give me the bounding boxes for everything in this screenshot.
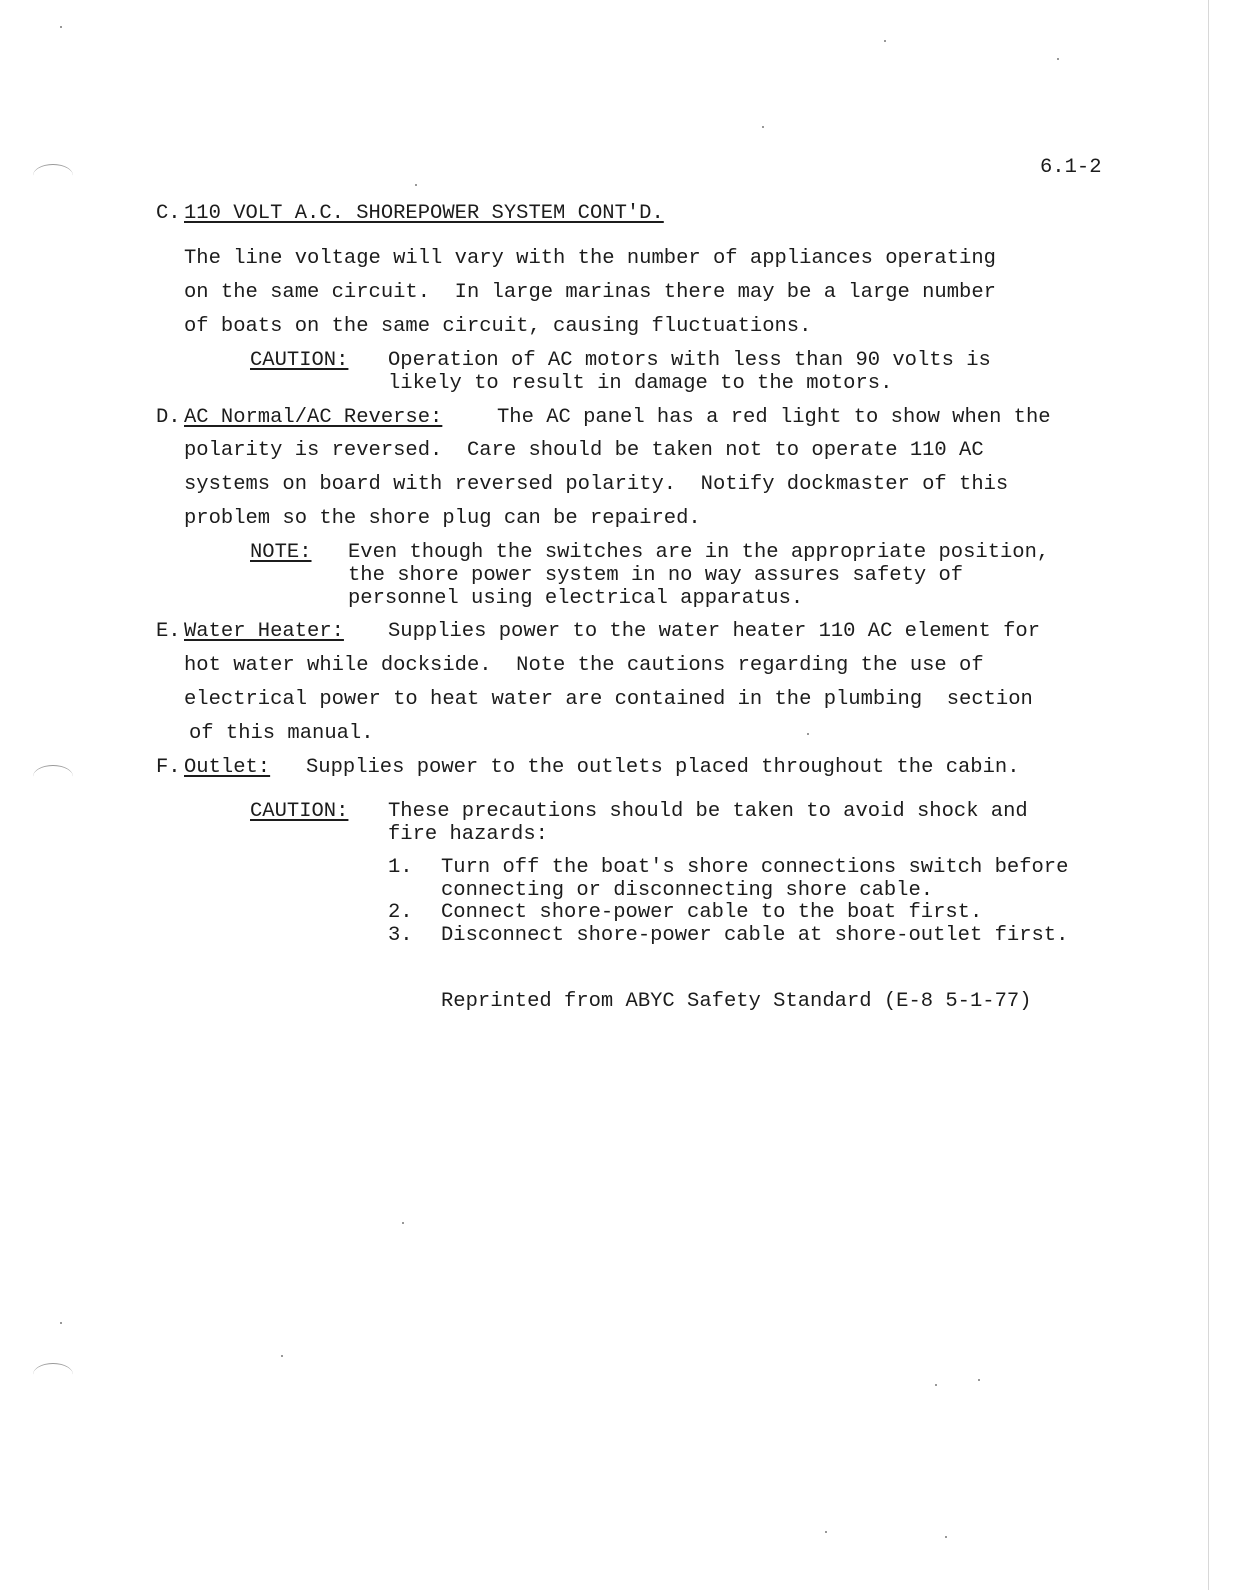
section-e-first-line: Supplies power to the water heater 110 AC element for bbox=[388, 620, 1041, 643]
list-item-text: Turn off the boat's shore connections switch before bbox=[441, 856, 1069, 879]
section-f-caution-line: These precautions should be taken to avoid shock and bbox=[388, 800, 1028, 823]
section-d-line: polarity is reversed. Care should be taken not to operate 110 AC bbox=[184, 439, 984, 462]
list-item-text: Disconnect shore-power cable at shore-outlet first. bbox=[441, 924, 1069, 947]
scan-speck bbox=[825, 1531, 827, 1533]
section-f-caution-line: fire hazards: bbox=[388, 823, 548, 846]
scan-speck bbox=[281, 1355, 283, 1357]
section-d-note-line: Even though the switches are in the appropriate position, bbox=[348, 541, 1050, 564]
list-item-text: Connect shore-power cable to the boat first. bbox=[441, 901, 983, 924]
scan-speck bbox=[60, 1322, 62, 1324]
section-d-line: systems on board with reversed polarity. Notify dockmaster of this bbox=[184, 473, 1009, 496]
scan-speck bbox=[935, 1384, 937, 1386]
binder-hole-mark bbox=[33, 164, 73, 187]
section-c-caution-line: Operation of AC motors with less than 90 volts is bbox=[388, 349, 991, 372]
section-e-line: hot water while dockside. Note the cautions regarding the use of bbox=[184, 654, 984, 677]
scan-speck bbox=[807, 733, 809, 735]
section-c-caution-line: likely to result in damage to the motors. bbox=[388, 372, 893, 395]
list-item-text: connecting or disconnecting shore cable. bbox=[441, 879, 934, 902]
scan-speck bbox=[762, 126, 764, 128]
list-item-number: 2. bbox=[388, 901, 413, 924]
section-d-note-line: personnel using electrical apparatus. bbox=[348, 587, 804, 610]
section-f-caution-label: CAUTION: bbox=[250, 800, 349, 823]
section-f-letter: F. bbox=[156, 756, 181, 779]
scan-speck bbox=[415, 184, 417, 186]
section-c-heading: 110 VOLT A.C. SHOREPOWER SYSTEM CONT'D. bbox=[184, 202, 664, 225]
scan-speck bbox=[884, 40, 886, 42]
section-d-line: problem so the shore plug can be repaired. bbox=[184, 507, 701, 530]
binder-hole-mark bbox=[33, 1363, 73, 1386]
list-item-number: 3. bbox=[388, 924, 413, 947]
page-number: 6.1-2 bbox=[1040, 156, 1102, 179]
scan-speck bbox=[1057, 58, 1059, 60]
section-e-line: electrical power to heat water are contained in the plumbing section bbox=[184, 688, 1033, 711]
footer-reprint-note: Reprinted from ABYC Safety Standard (E-8 5-1-77) bbox=[441, 990, 1032, 1013]
section-c-line: on the same circuit. In large marinas there may be a large number bbox=[184, 281, 996, 304]
section-e-heading: Water Heater: bbox=[184, 620, 344, 643]
section-f-heading: Outlet: bbox=[184, 756, 271, 779]
section-c-line: The line voltage will vary with the number of appliances operating bbox=[184, 247, 996, 270]
section-d-heading: AC Normal/AC Reverse: bbox=[184, 406, 443, 429]
section-d-first-line: The AC panel has a red light to show when the bbox=[497, 406, 1051, 429]
section-e-letter: E. bbox=[156, 620, 181, 643]
section-d-note-line: the shore power system in no way assures safety of bbox=[348, 564, 964, 587]
scan-speck bbox=[945, 1536, 947, 1538]
section-c-caution-label: CAUTION: bbox=[250, 349, 349, 372]
section-c-line: of boats on the same circuit, causing fluctuations. bbox=[184, 315, 812, 338]
section-f-first-line: Supplies power to the outlets placed throughout the cabin. bbox=[306, 756, 1020, 779]
section-e-line: of this manual. bbox=[189, 722, 374, 745]
section-d-note-label: NOTE: bbox=[250, 541, 312, 564]
section-c-letter: C. bbox=[156, 202, 181, 225]
scan-speck bbox=[60, 26, 62, 28]
scan-speck bbox=[978, 1379, 980, 1381]
list-item-number: 1. bbox=[388, 856, 413, 879]
scan-speck bbox=[402, 1222, 404, 1224]
section-d-letter: D. bbox=[156, 406, 181, 429]
page-edge-line bbox=[1208, 0, 1209, 1590]
binder-hole-mark bbox=[33, 765, 73, 788]
